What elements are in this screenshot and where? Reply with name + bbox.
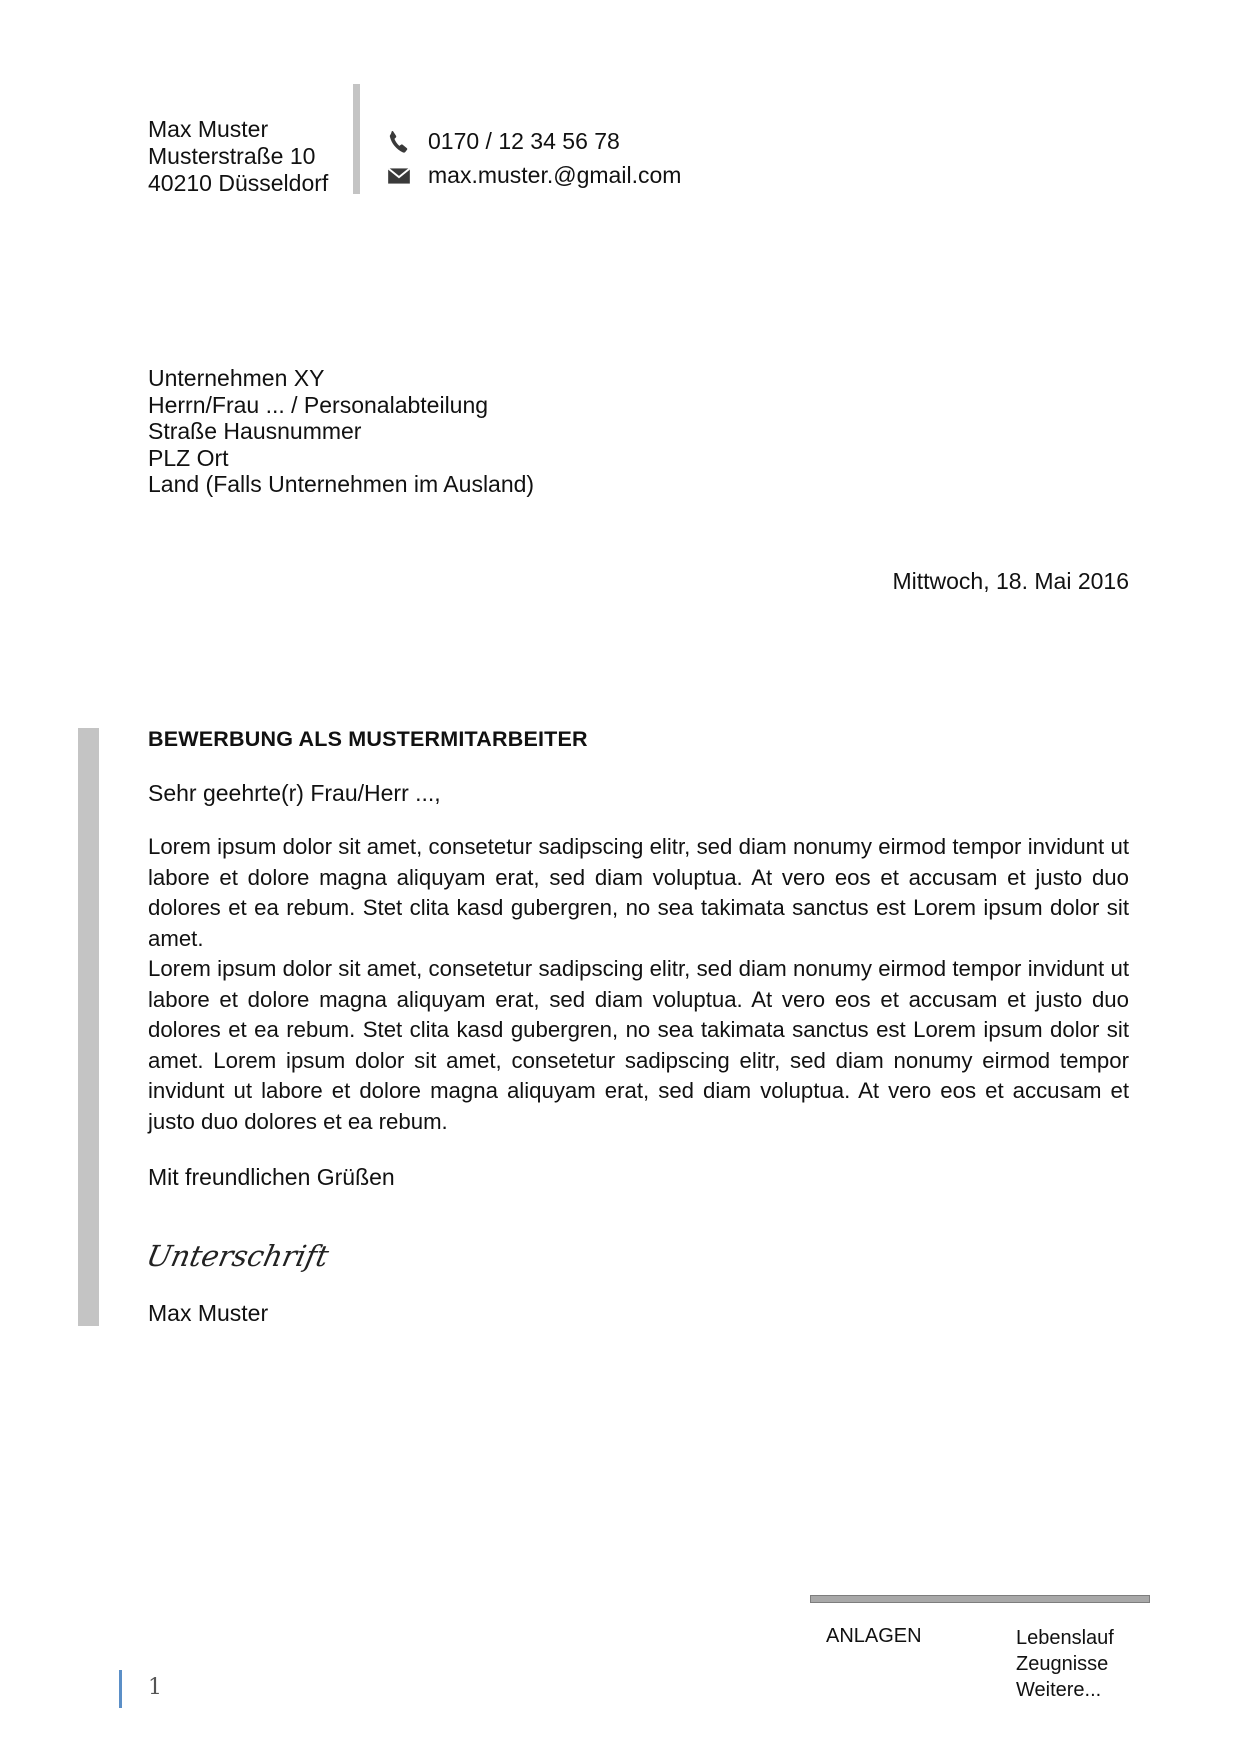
contact-email xyxy=(386,162,681,189)
header-divider xyxy=(353,84,360,194)
sender-city: 40210 Düsseldorf xyxy=(148,170,329,196)
recipient-line: Herrn/Frau ... / Personalabteilung xyxy=(148,391,489,418)
body-paragraph: Lorem ipsum dolor sit amet, consetetur sadipscing elitr, sed diam nonumy eirmod tempor invidunt ut labore et dolore magna aliquyam erat, sed diam voluptua. At vero eos et accusam et justo duo dolores et ea rebum. Stet clita kasd gubergren, no sea takimata sanctus est Lorem ipsum dolor sit amet. xyxy=(148,834,1129,951)
signature-image xyxy=(143,1233,332,1283)
attachments-label: ANLAGEN xyxy=(826,1625,922,1647)
page-number: 1 xyxy=(148,1675,162,1700)
letter-date: Mittwoch, 18. Mai 2016 xyxy=(892,568,1129,594)
recipient-line: Straße Hausnummer xyxy=(148,418,362,444)
attachment-item: Weitere... xyxy=(1016,1679,1102,1701)
attachments-divider xyxy=(810,1595,1150,1603)
phone-icon xyxy=(386,129,412,155)
page-number-marker xyxy=(119,1670,122,1708)
signature-text: Unterschrift xyxy=(143,1239,332,1273)
recipient-line: PLZ Ort xyxy=(148,444,229,471)
recipient-line: Land (Falls Unternehmen im Ausland) xyxy=(148,471,535,497)
email-address: max.muster.@gmail.com xyxy=(428,162,682,188)
letter-subject: BEWERBUNG ALS MUSTERMITARBEITER xyxy=(148,727,588,751)
contact-phone xyxy=(386,128,620,155)
phone-number: 0170 / 12 34 56 78 xyxy=(428,128,620,154)
letter-salutation: Sehr geehrte(r) Frau/Herr ..., xyxy=(148,780,441,806)
attachment-item: Zeugnisse xyxy=(1016,1653,1109,1675)
letter-closing: Mit freundlichen Grüßen xyxy=(148,1164,395,1190)
recipient-address xyxy=(148,365,534,498)
attachment-item: Lebenslauf xyxy=(1016,1627,1114,1649)
mail-icon xyxy=(386,163,412,189)
recipient-line: Unternehmen XY xyxy=(148,365,325,391)
signer-name: Max Muster xyxy=(148,1300,269,1326)
attachments-list xyxy=(1016,1625,1114,1703)
letter-side-bar xyxy=(78,728,99,1326)
letter-body xyxy=(148,832,1129,1137)
sender-name: Max Muster xyxy=(148,116,269,142)
sender-address xyxy=(148,116,328,197)
sender-street: Musterstraße 10 xyxy=(148,143,316,169)
body-paragraph: Lorem ipsum dolor sit amet, consetetur sadipscing elitr, sed diam nonumy eirmod tempor invidunt ut labore et dolore magna aliquyam erat, sed diam voluptua. At vero eos et accusam et justo duo dolores et ea rebum. Stet clita kasd gubergren, no sea takimata sanctus est Lorem ipsum dolor sit amet. Lorem ipsum dolor sit amet, consetetur sadipscing elitr, sed diam nonumy eirmod tempor invidunt ut labore et dolore magna aliquyam erat, sed diam voluptua. At vero eos et accusam et justo duo dolores et ea rebum. xyxy=(148,956,1129,1134)
